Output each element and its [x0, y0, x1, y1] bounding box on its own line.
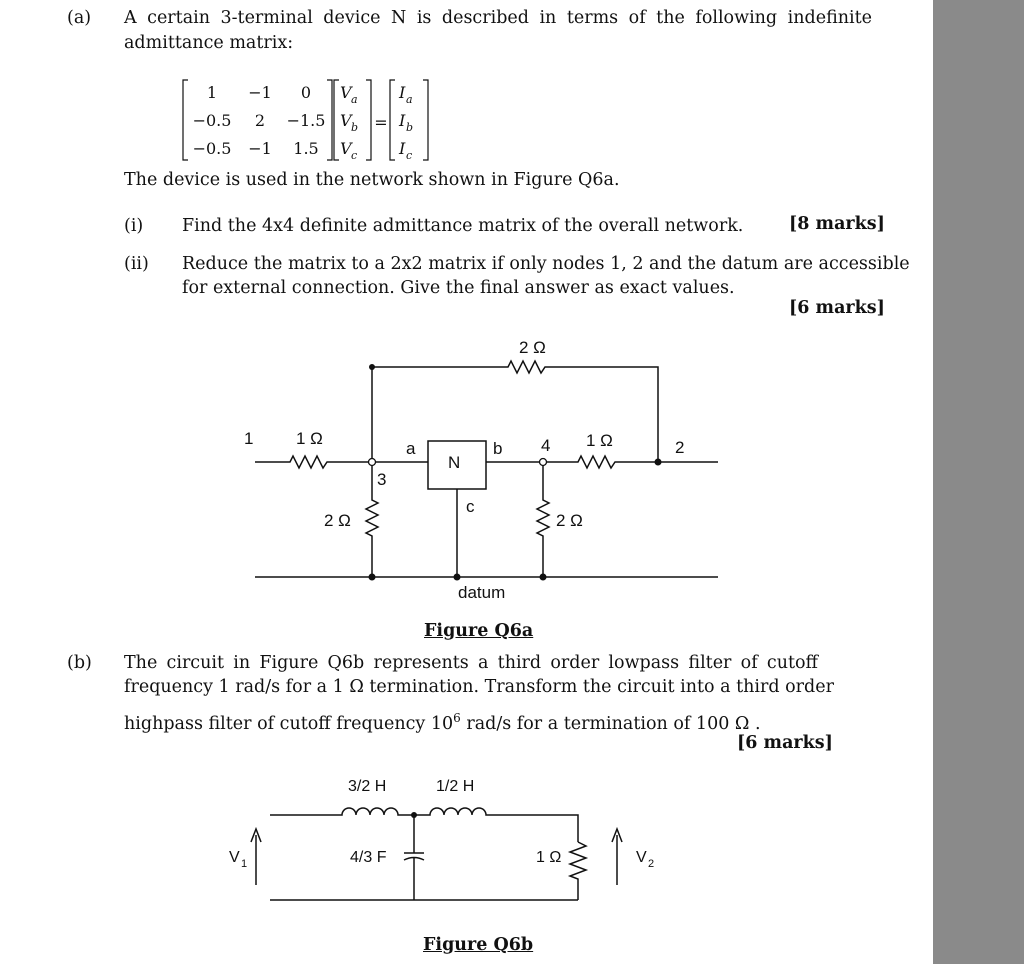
matrix-cell: 1 [206, 83, 218, 102]
series-inductors-line [270, 808, 578, 842]
current-subscript: c [406, 149, 413, 162]
part-a-label: (a) [67, 8, 92, 28]
v1-label: V [229, 849, 240, 866]
device-n-label: N [448, 453, 461, 472]
voltage-symbol: V [340, 83, 352, 102]
question-ii-line1: Reduce the matrix to a 2x2 matrix if only nodes 1, 2 and the datum are accessible [182, 254, 910, 274]
i-vector-left-bracket [390, 80, 395, 160]
capacitor-label: 4/3 F [350, 849, 387, 866]
part-b-label: (b) [67, 653, 92, 673]
current-symbol: I [399, 111, 406, 130]
v2-label: V [636, 849, 647, 866]
inductor-2-label: 1/2 H [436, 778, 475, 795]
matrix-cell: −1 [248, 139, 272, 158]
left-resistor-label: 1 Ω [296, 429, 323, 448]
junction-dot [369, 364, 375, 370]
part-a-intro-line1: A certain 3-terminal device N is described in terms of the following indefinite [124, 8, 872, 28]
matrix-cell: 2 [254, 111, 266, 130]
output-wire-with-1ohm-resistor [486, 456, 718, 468]
page-margin-bar [933, 0, 1024, 964]
v2-arrow [612, 829, 622, 885]
current-symbol: I [399, 139, 406, 158]
node-4-dot [540, 459, 547, 466]
question-ii-label: (ii) [124, 254, 149, 274]
matrix-left-bracket [183, 80, 188, 160]
question-ii-line2: for external connection. Give the final answer as exact values. [182, 278, 735, 298]
figure-q6a-caption: Figure Q6a [424, 621, 534, 641]
shunt-capacitor [404, 815, 424, 900]
voltage-symbol: V [340, 111, 352, 130]
part-a-intro-line2: admittance matrix: [124, 33, 294, 53]
matrix-cell: 0 [300, 83, 312, 102]
voltage-subscript: c [351, 149, 358, 162]
v1-arrow [251, 829, 261, 885]
matrix-cell: −1 [248, 83, 272, 102]
v-vector-left-bracket [334, 80, 339, 160]
junction-dot [411, 812, 417, 818]
left-shunt-resistor-label: 2 Ω [324, 511, 351, 530]
current-subscript: b [406, 121, 414, 134]
question-ii-marks: [6 marks] [789, 298, 885, 318]
node-3-dot [369, 459, 376, 466]
node-3-label: 3 [377, 470, 387, 489]
node-2-label: 2 [675, 438, 685, 457]
top-branch-wire-with-2ohm-resistor [372, 361, 658, 462]
datum-junction-dot [454, 574, 461, 581]
question-i-marks: [8 marks] [789, 214, 885, 234]
device-n-box [428, 441, 486, 489]
datum-label: datum [458, 583, 506, 602]
datum-junction-dot [369, 574, 376, 581]
current-subscript: a [406, 93, 413, 106]
matrix-cell: 1.5 [293, 139, 319, 158]
part-b-line3 [124, 706, 761, 736]
resistor-label: 1 Ω [536, 849, 562, 866]
question-i-text: Find the 4x4 definite admittance matrix of the overall network. [182, 216, 744, 236]
device-used-sentence: The device is used in the network shown in Figure Q6a. [124, 170, 620, 190]
inductor-1-label: 3/2 H [348, 778, 387, 795]
left-shunt-2ohm-resistor [366, 462, 378, 577]
node-1-label: 1 [244, 429, 254, 448]
right-shunt-resistor-label: 2 Ω [556, 511, 583, 530]
current-symbol: I [399, 83, 406, 102]
datum-junction-dot [540, 574, 547, 581]
voltage-subscript: b [351, 121, 359, 134]
part-b-line1: The circuit in Figure Q6b represents a third order lowpass filter of cutoff [124, 653, 818, 673]
matrix-cell: −0.5 [192, 111, 232, 130]
node-4-label: 4 [541, 436, 551, 455]
v-vector-right-bracket [366, 80, 371, 160]
terminal-a-label: a [406, 439, 416, 458]
voltage-symbol: V [340, 139, 352, 158]
top-resistor-label: 2 Ω [519, 338, 546, 357]
equals-sign: = [374, 113, 388, 132]
question-i-label: (i) [124, 216, 144, 236]
matrix-cell: −1.5 [286, 111, 326, 130]
right-shunt-2ohm-resistor [537, 462, 549, 577]
right-resistor-label: 1 Ω [586, 431, 613, 450]
part-b-line2: frequency 1 rad/s for a 1 Ω termination. Transform the circuit into a third order [124, 677, 834, 697]
part-b-marks: [6 marks] [737, 733, 833, 753]
v1-subscript: 1 [241, 858, 248, 870]
input-wire-with-1ohm-resistor [255, 456, 428, 468]
figure-q6b-caption: Figure Q6b [423, 935, 534, 955]
i-vector-right-bracket [423, 80, 428, 160]
voltage-subscript: a [351, 93, 358, 106]
matrix-cell: −0.5 [192, 139, 232, 158]
matrix-right-bracket [327, 80, 332, 160]
load-1ohm-resistor [570, 842, 586, 900]
v2-subscript: 2 [648, 858, 655, 870]
terminal-b-label: b [493, 439, 503, 458]
part-b-line3-exponent: 6 [453, 711, 461, 725]
node-2-dot [655, 459, 662, 466]
part-b-line3-prefix: highpass filter of cutoff frequency 10 [124, 713, 454, 734]
terminal-c-label: c [466, 497, 475, 516]
part-b-line3-suffix: rad/s for a termination of 100 Ω . [460, 713, 761, 734]
